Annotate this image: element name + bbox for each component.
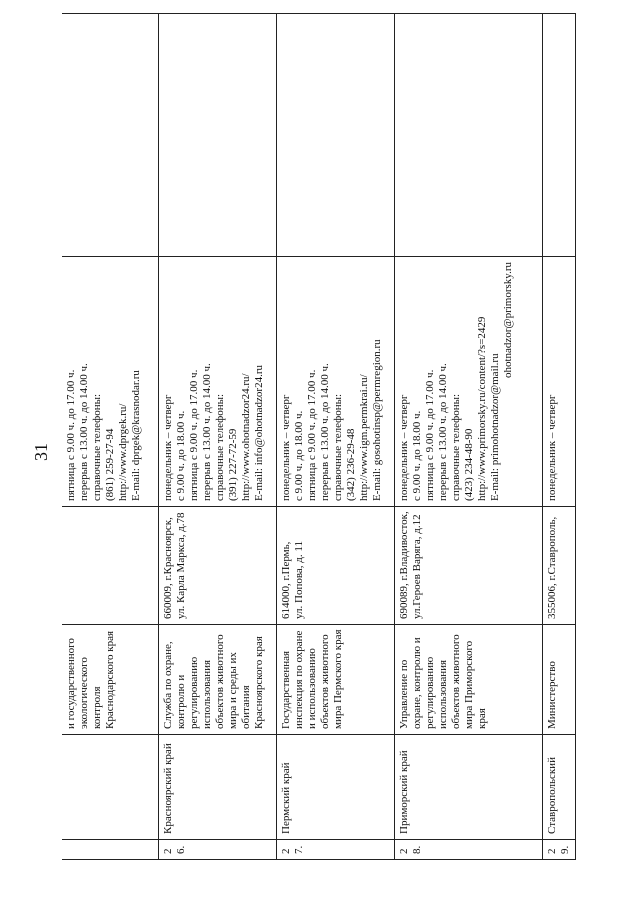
cell-line: 690089, г.Владивосток, (397, 511, 410, 619)
cell-line: перерыв с 13.00 ч. до 14.00 ч. (318, 363, 331, 501)
cell-line: 355006, г.Ставрополь, (545, 516, 558, 619)
region-cell (394, 735, 542, 840)
cell-line: регулированию (187, 656, 200, 729)
empty-cell (158, 14, 276, 257)
address-cell (62, 507, 158, 625)
row-number-cell (394, 840, 542, 860)
cell-line: инспекция по охране (292, 630, 305, 729)
cell-line: контроля (91, 686, 103, 729)
cell-line: ул. Карла Маркса, д.78 (174, 512, 187, 619)
cell-line: понедельник – четверг (397, 394, 410, 501)
cell-line: с 9.00 ч. до 18.00 ч. (174, 410, 187, 501)
cell-line: (423) 234-48-90 (462, 428, 475, 501)
region-cell (62, 735, 158, 840)
cell-line: мира Пермского края (331, 629, 344, 729)
cell-line: http://www.primorsky.ru/content/?s=2429 (475, 316, 488, 501)
cell-line: 660009, г.Красноярск, (161, 517, 174, 619)
cell-line: обитания (239, 685, 252, 729)
region-cell (158, 735, 276, 840)
cell-line: http://www.igm.permkrai.ru/ (357, 374, 370, 501)
cell-line: Красноярского края (252, 636, 265, 729)
row-number-cell (62, 840, 158, 860)
organization-cell (394, 625, 542, 735)
region-name: Приморский край (397, 750, 410, 834)
table-row (158, 14, 276, 860)
address-cell (542, 507, 575, 625)
cell-line: пятница с 9.00 ч. до 17.00 ч. (305, 369, 318, 501)
cell-line: ул.Героев Варяга, д.12 (410, 514, 423, 619)
rotated-table-content (62, 14, 572, 860)
organization-cell (158, 625, 276, 735)
cell-line: http://www.dprgek.ru/ (117, 403, 129, 501)
cell-line: объектов животного (449, 634, 462, 729)
region-cell (276, 735, 394, 840)
row-number-cell (158, 840, 276, 860)
row-number: 27. (279, 845, 305, 854)
cell-line: объектов животного (213, 634, 226, 729)
empty-cell (394, 14, 542, 257)
cell-line: перерыв с 13.00 ч. до 14.00 ч. (200, 363, 213, 501)
cell-line: E-mail: dprgek@krasnodar.ru (130, 370, 142, 501)
cell-line: перерыв с 13.00 ч. до 14.00 ч. (436, 363, 449, 501)
organization-cell (542, 625, 575, 735)
cell-line: пятница с 9.00 ч. до 17.00 ч. (65, 369, 77, 501)
cell-line: (391) 227-72-59 (226, 428, 239, 501)
contact-info-cell (158, 257, 276, 507)
cell-line: Служба по охране, (161, 641, 174, 729)
page-number: 31 (31, 443, 51, 461)
cell-line: контролю и (174, 674, 187, 729)
row-number-cell (542, 840, 575, 860)
cell-line: понедельник – четверг (279, 394, 292, 501)
cell-line: пятница с 9.00 ч. до 17.00 ч. (187, 369, 200, 501)
cell-line: 614000, г.Пермь, (279, 541, 292, 619)
cell-line: перерыв с 13.00 ч. до 14.00 ч. (78, 363, 90, 501)
contact-info-cell (276, 257, 394, 507)
contact-info-cell (62, 257, 158, 507)
cell-line: использования (436, 659, 449, 729)
row-number: 26. (161, 845, 187, 854)
cell-line: E-mail: info@ohotnadzor24.ru (252, 365, 265, 501)
row-number: 28. (397, 845, 423, 854)
agency-contacts-table (62, 13, 576, 860)
cell-line: понедельник – четверг (161, 394, 174, 501)
cell-line: мира и среды их (226, 652, 239, 729)
cell-line: справочные телефоны: (213, 393, 226, 501)
cell-line: мира Приморского (462, 640, 475, 729)
cell-line: Министерство (545, 661, 558, 729)
empty-cell (62, 14, 158, 257)
empty-cell (542, 14, 575, 257)
address-cell (158, 507, 276, 625)
cell-line: E-mail: primohotnadzor@mail.ru (488, 353, 501, 501)
region-name: Пермский край (279, 762, 292, 834)
row-number-cell (276, 840, 394, 860)
contact-info-cell (542, 257, 575, 507)
cell-line: края (475, 708, 488, 729)
table-row (276, 14, 394, 860)
region-cell (542, 735, 575, 840)
address-cell (394, 507, 542, 625)
table-row (62, 14, 158, 860)
table-row (542, 14, 575, 860)
cell-line: http://www.ohotnadzor24.ru/ (239, 373, 252, 501)
cell-line: Краснодарского края (104, 630, 116, 729)
cell-line: ул. Попова, д. 11 (292, 541, 305, 619)
region-name: Ставропольский (545, 757, 558, 834)
cell-line: справочные телефоны: (331, 393, 344, 501)
row-number: 29. (545, 845, 571, 854)
cell-line: справочные телефоны: (91, 393, 103, 501)
cell-line: с 9.00 ч. до 18.00 ч. (410, 410, 423, 501)
cell-line: охране, контролю и (410, 637, 423, 729)
cell-line: использования (200, 659, 213, 729)
cell-line: экологического (78, 657, 90, 729)
cell-line: и государственного (65, 638, 77, 729)
cell-line: и использованию (305, 648, 318, 729)
cell-line: справочные телефоны: (449, 393, 462, 501)
contact-info-cell (394, 257, 542, 507)
cell-line: регулированию (423, 656, 436, 729)
organization-cell (62, 625, 158, 735)
cell-line: E-mail: gosohotinsp@permregion.ru (370, 339, 383, 501)
organization-cell (276, 625, 394, 735)
cell-line: пятница с 9.00 ч. до 17.00 ч. (423, 369, 436, 501)
cell-line: (861) 259-27-94 (104, 428, 116, 501)
empty-cell (276, 14, 394, 257)
cell-line: понедельник – четверг (545, 394, 558, 501)
cell-line: Управление по (397, 659, 410, 729)
rotated-table-frame (62, 14, 572, 860)
cell-line: Государственная (279, 650, 292, 729)
table-row (394, 14, 542, 860)
cell-line: (342) 236-29-48 (344, 428, 357, 501)
region-name: Красноярский край (161, 743, 174, 834)
cell-line: ohotnadzor@primorsky.ru (501, 262, 514, 379)
cell-line: с 9.00 ч. до 18.00 ч. (292, 410, 305, 501)
cell-line: объектов животного (318, 634, 331, 729)
address-cell (276, 507, 394, 625)
